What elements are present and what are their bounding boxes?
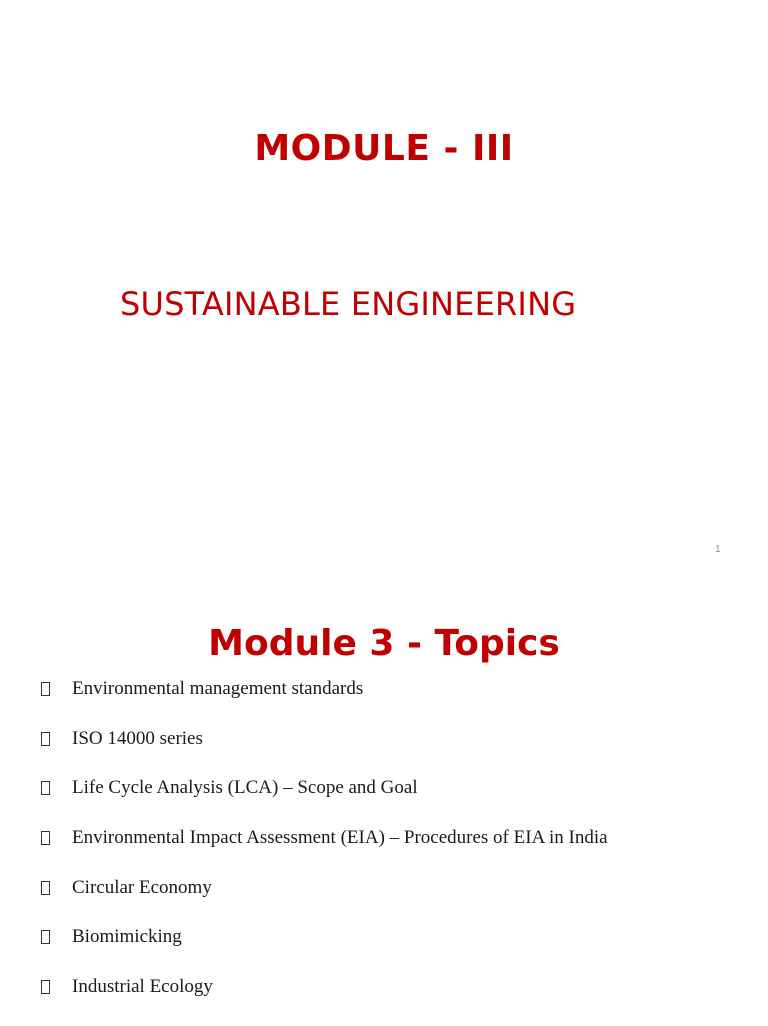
topic-text: Life Cycle Analysis (LCA) – Scope and Goal bbox=[72, 777, 418, 799]
topic-text: Environmental management standards bbox=[72, 678, 364, 699]
topic-text: Biomimicking bbox=[72, 926, 182, 948]
topic-text: Circular Economy bbox=[72, 876, 212, 898]
square-bullet-icon bbox=[41, 732, 50, 746]
page-number: 1 bbox=[715, 544, 721, 555]
topic-text: ISO 14000 series bbox=[72, 727, 203, 749]
topic-text: Industrial Ecology bbox=[72, 976, 213, 998]
list-item bbox=[0, 678, 768, 728]
square-bullet-icon bbox=[41, 781, 50, 795]
module-subtitle: SUSTAINABLE ENGINEERING bbox=[120, 285, 577, 323]
square-bullet-icon bbox=[41, 980, 50, 994]
list-item bbox=[0, 827, 768, 877]
list-item bbox=[0, 877, 768, 927]
list-item bbox=[0, 777, 768, 827]
list-item bbox=[0, 926, 768, 976]
topic-text: Environmental Impact Assessment (EIA) – Procedures of EIA in India bbox=[72, 827, 608, 849]
topics-title: Module 3 - Topics bbox=[208, 623, 560, 664]
square-bullet-icon bbox=[41, 881, 50, 895]
square-bullet-icon bbox=[41, 831, 50, 845]
square-bullet-icon bbox=[41, 930, 50, 944]
topics-slide bbox=[0, 576, 768, 1024]
module-title: MODULE - III bbox=[254, 128, 514, 169]
square-bullet-icon bbox=[41, 682, 50, 696]
list-item bbox=[0, 728, 768, 778]
list-item bbox=[0, 976, 768, 1026]
topic-list bbox=[0, 678, 768, 1026]
